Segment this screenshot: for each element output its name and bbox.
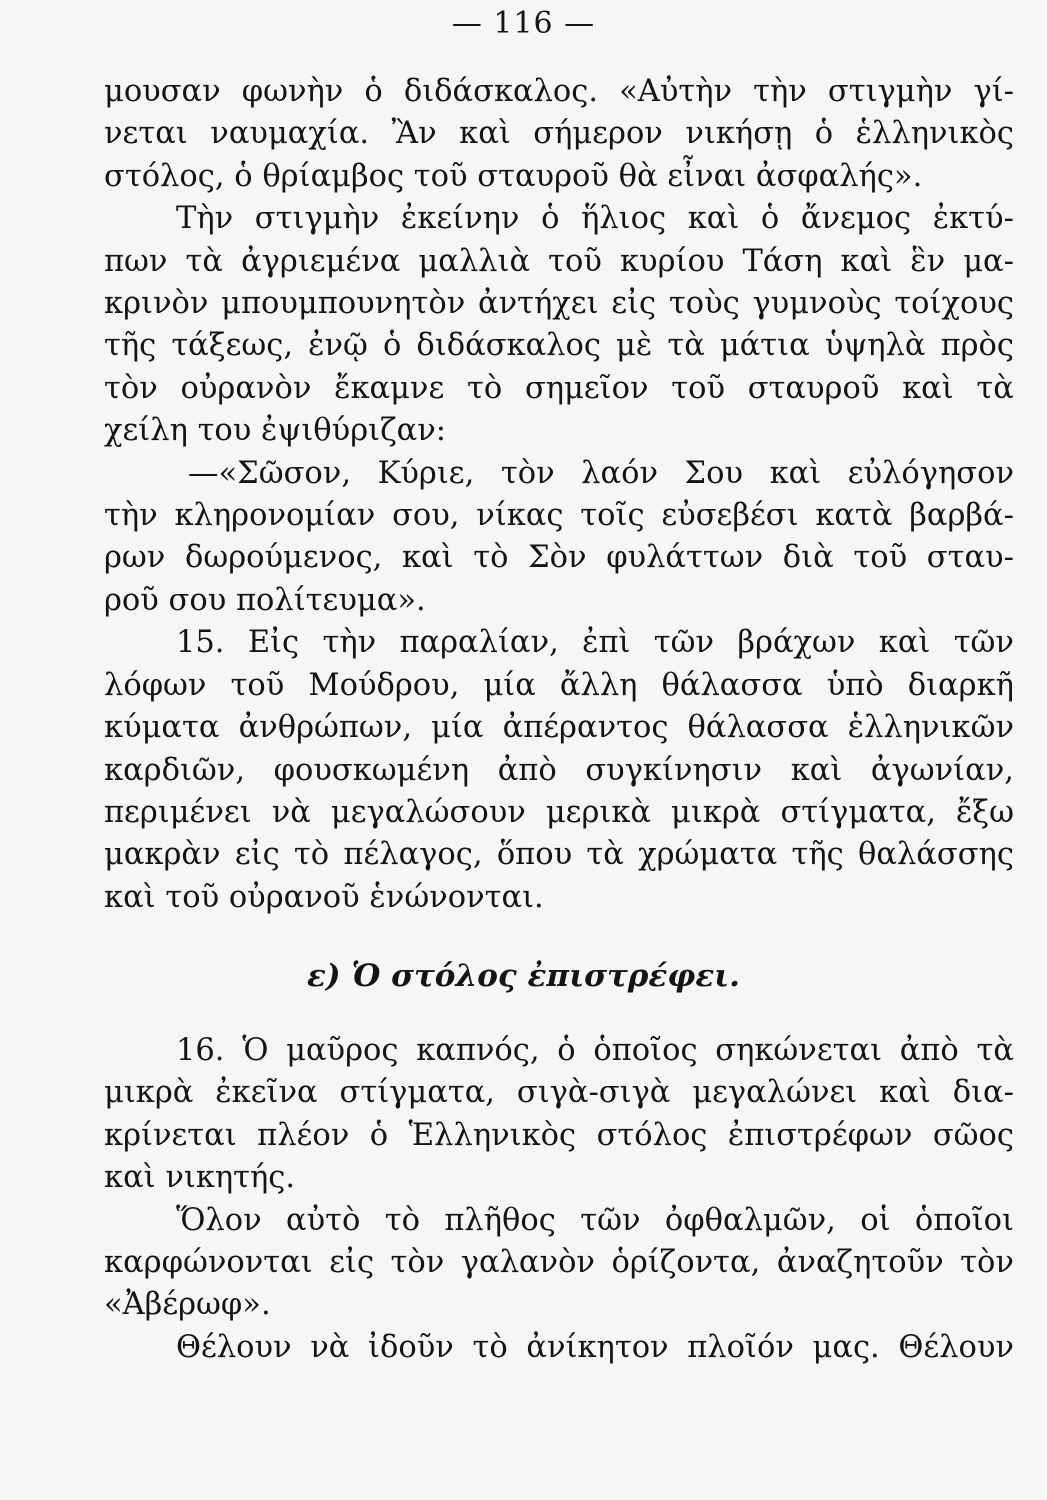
text-line: καὶ τοῦ οὐρανοῦ ἑνώνονται. — [104, 879, 544, 915]
text-line: στόλος, ὁ θρίαμβος τοῦ σταυροῦ θὰ εἶναι ἀσφαλής». — [104, 158, 923, 194]
text-line: 15. Εἰς τὴν παραλίαν, ἐπὶ τῶν βράχων καὶ τῶν — [176, 625, 1014, 661]
text-line: μικρὰ ἐκεῖνα στίγματα, σιγὰ-σιγὰ μεγαλώνει καὶ δια- — [104, 1075, 1014, 1111]
paragraph-p-continuation — [104, 71, 1014, 198]
text-line: τὸν οὐρανὸν ἔκαμνε τὸ σημεῖον τοῦ σταυροῦ καὶ τὰ — [104, 370, 1014, 406]
text-line: κύματα ἀνθρώπων, μία ἀπέραντος θάλασσα ἑλληνικῶν — [104, 710, 1014, 746]
text-line: «Ἀβέρωφ». — [104, 1287, 271, 1323]
text-line: ρων δωρούμενος, καὶ τὸ Σὸν φυλάττων διὰ τοῦ σταυ- — [104, 540, 1014, 576]
page-number: — 116 — — [451, 6, 596, 41]
text-line: Ὅλον αὐτὸ τὸ πλῆθος τῶν ὀφθαλμῶν, οἱ ὁποῖοι — [176, 1202, 1014, 1238]
paragraph-p-prayer — [104, 453, 1014, 623]
text-line: καρδιῶν, φουσκωμένη ἀπὸ συγκίνησιν καὶ ἀγωνίαν, — [104, 752, 1014, 788]
section-heading: ε) Ὁ στόλος ἐπιστρέφει. — [307, 958, 740, 994]
text-line: λόφων τοῦ Μούδρου, μία ἄλλη θάλασσα ὑπὸ διαρκῆ — [104, 667, 1014, 703]
text-line: πων τὰ ἀγριεμένα μαλλιὰ τοῦ κυρίου Τάση καὶ ἓν μα- — [104, 243, 1014, 279]
text-block-top — [104, 71, 1014, 919]
text-line: καὶ νικητής. — [104, 1160, 296, 1196]
paragraph-p-sun-wind — [104, 198, 1014, 452]
text-line: χείλη του ἐψιθύριζαν: — [104, 413, 447, 449]
text-line: 16. Ὁ μαῦρος καπνός, ὁ ὁποῖος σηκώνεται ἀπὸ τὰ — [176, 1033, 1014, 1068]
text-line: μουσαν φωνὴν ὁ διδάσκαλος. «Αὐτὴν τὴν στιγμὴν γί- — [104, 74, 1014, 109]
text-line: κρίνεται πλέον ὁ Ἑλληνικὸς στόλος ἐπιστρέφων σῶος — [104, 1117, 1014, 1153]
text-line: —«Σῶσον, Κύριε, τὸν λαόν Σου καὶ εὐλόγησον — [188, 455, 1014, 491]
text-line: κρινὸν μπουμπουνητὸν ἀντήχει εἰς τοὺς γυμνοὺς τοίχους — [104, 286, 1014, 322]
paragraph-p-eyes — [104, 1200, 1014, 1327]
text-line: τὴν κληρονομίαν σου, νίκας τοῖς εὐσεβέσι κατὰ βαρβά- — [104, 498, 1014, 534]
paragraph-p-15 — [104, 622, 1014, 919]
paragraph-p-want — [104, 1327, 1014, 1369]
text-line: Θέλουν νὰ ἰδοῦν τὸ ἀνίκητον πλοῖόν μας. Θέλουν — [176, 1329, 1014, 1365]
text-line: Τὴν στιγμὴν ἐκείνην ὁ ἥλιος καὶ ὁ ἄνεμος ἐκτύ- — [176, 201, 1014, 237]
text-line: μακρὰν εἰς τὸ πέλαγος, ὅπου τὰ χρώματα τῆς θαλάσσης — [104, 837, 1014, 873]
text-line: καρφώνονται εἰς τὸν γαλανὸν ὁρίζοντα, ἀναζητοῦν τὸν — [104, 1245, 1014, 1281]
text-line: ροῦ σου πολίτευμα». — [104, 582, 426, 618]
text-block-bottom — [104, 1030, 1014, 1369]
paragraph-p-16 — [104, 1030, 1014, 1200]
text-line: νεται ναυμαχία. Ἂν καὶ σήμερον νικήσῃ ὁ ἑλληνικὸς — [104, 116, 1014, 152]
text-line: περιμένει νὰ μεγαλώσουν μερικὰ μικρὰ στίγματα, ἔξω — [104, 794, 1014, 830]
text-line: τῆς τάξεως, ἐνῷ ὁ διδάσκαλος μὲ τὰ μάτια ὑψηλὰ πρὸς — [104, 328, 1014, 364]
